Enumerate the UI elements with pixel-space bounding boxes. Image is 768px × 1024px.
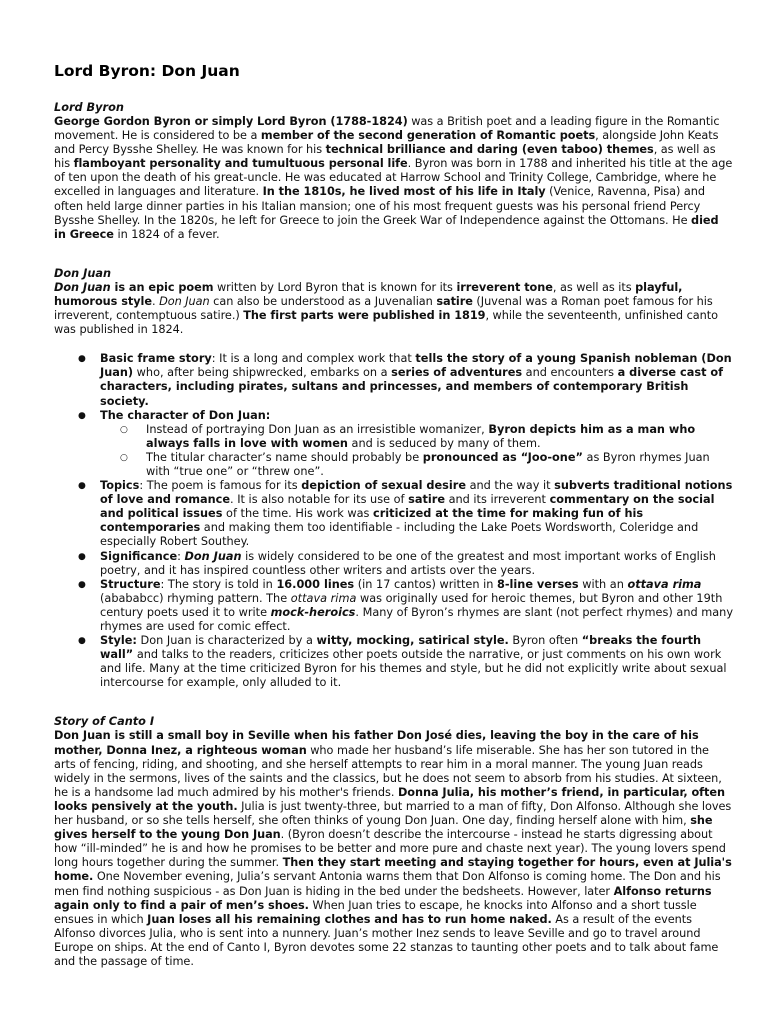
text-run: (Juvenal was a Roman poet famous for his irreverent, contemptuous satire.) <box>54 294 713 323</box>
text-run: and is seduced by many of them. <box>347 436 541 450</box>
text-run: depiction of sexual desire <box>301 479 466 493</box>
text-run: Structure <box>100 577 161 591</box>
text-run: Don Juan <box>159 294 210 308</box>
text-run: George Gordon Byron or simply Lord Byron (1788-1824) <box>54 115 408 128</box>
text-run: written by Lord Byron that is known for its <box>213 280 457 294</box>
text-run: (Venice, Ravenna, Pisa) and often held large dinner parties in his Italian mansion; one of his most frequent guests was his personal friend Percy Bysshe Shelley. In the 1820s, he left for Greece to join the Greek War of Independence against the Ottomans. He <box>54 185 705 227</box>
text-run: pronounced as “Joo-one” <box>422 450 583 464</box>
text-run: As a result of the events Alfonso divorces Julia, who is sent into a nunnery. Juan’s mother Inez sends to leave Seville and go to travel around Europe on ships. At the end of Canto I, Byron devotes some 22 stanzas to taunting other poets and to talk about fame and the passage of time. <box>54 912 719 968</box>
text-run: and talks to the readers, criticizes other poets outside the narrative, or just comments on his own work and life. Many at the time criticized Byron for his themes and style, but he did not explicitly write about sexual intercourse for example, only alluded to it. <box>100 648 727 690</box>
sub-list <box>100 423 734 479</box>
text-run: Donna Julia, his mother’s friend, in particular, often looks pensively at the youth. <box>54 785 725 813</box>
text-run: satire <box>436 294 473 308</box>
text-run: , while the seventeenth, unfinished canto was published in 1824. <box>54 309 718 337</box>
text-run: subverts traditional notions of love and romance <box>100 479 733 507</box>
text-run: irreverent tone <box>456 280 553 294</box>
text-run: died in Greece <box>54 213 719 241</box>
text-run: Alfonso returns again only to find a pair of men’s shoes. <box>54 884 712 912</box>
text-run: Basic frame story <box>100 352 212 366</box>
bullet-icon: ● <box>78 410 86 421</box>
text-run: a diverse cast of characters, including pirates, sultans and princesses, and members of contemporary British society. <box>100 366 724 408</box>
bullet-icon: ● <box>78 354 86 365</box>
text-run: , as well as his <box>54 143 716 171</box>
text-run: and its irreverent <box>444 493 550 507</box>
bullet-icon: ● <box>78 481 86 492</box>
text-run: member of the second generation of Romantic poets <box>260 129 596 143</box>
list-item <box>54 352 734 408</box>
text-run: . Many of Byron’s rhymes are slant (not perfect rhymes) and many rhymes are used for comic effect. <box>100 605 734 633</box>
text-run: Style: <box>100 634 137 648</box>
list-item <box>54 578 734 634</box>
list-item <box>54 479 734 549</box>
text-run: who, after being shipwrecked, embarks on a <box>133 366 392 380</box>
text-run: and making them too identifiable - including the Lake Poets Wordsworth, Coleridge and especially Robert Southey. <box>100 521 699 549</box>
text-run: Instead of portraying Don Juan as an irresistible womanizer, <box>146 422 489 436</box>
text-run: Julia is just twenty-three, but married to a man of fifty, Don Alfonso. Although she loves her husband, or so she tells herself, she often thinks of young Don Juan. One day, finding herself alone with him, <box>54 799 732 828</box>
text-run: Don Juan is still a small boy in Seville when his father Don José dies, leaving the boy in the care of his mother, Donna Inez, a righteous woman <box>54 729 699 757</box>
document-title: Lord Byron: Don Juan <box>54 62 240 80</box>
text-run: , as well as its <box>552 280 636 294</box>
bullet-list <box>54 352 734 690</box>
text-run: Don Juan <box>184 549 242 563</box>
section-heading <box>54 714 734 729</box>
text-run: criticized at the time for making fun of his contemporaries <box>100 507 644 535</box>
text-run: playful, humorous style <box>54 280 683 308</box>
text-run: is widely considered to be one of the greatest and most important works of English poetry, and it has inspired countless other writers and artists over the years. <box>100 549 716 577</box>
text-run: technical brilliance and daring (even taboo) themes <box>325 143 654 157</box>
section-heading: Don Juan <box>54 266 112 280</box>
text-run: : <box>177 549 185 563</box>
text-run: Byron often <box>508 634 582 648</box>
text-run: of the time. His work was <box>222 507 374 521</box>
text-run: was originally used for heroic themes, but Byron and other 19th century poets used it to write <box>100 591 723 619</box>
text-run: 8-line verses <box>497 577 579 591</box>
text-run: was a British poet and a leading figure in the Romantic movement. He is considered to be a <box>54 115 720 143</box>
paragraph <box>54 115 734 242</box>
section-heading: Lord Byron <box>54 101 124 114</box>
text-run: . It is also notable for its use of <box>230 493 409 507</box>
text-run: she gives herself to the young Don Juan <box>54 814 713 842</box>
text-run: Juan loses all his remaining clothes and has to run home naked. <box>147 912 552 926</box>
text-run: (abababcc) rhyming pattern. The <box>100 591 291 605</box>
list-item <box>54 409 734 479</box>
text-run: . Byron was born in 1788 and inherited his title at the age of ten upon the death of his great-uncle. He was educated at Harrow School and Trinity College, Cambridge, where he excelled in languages and literature. <box>54 157 733 199</box>
text-run: satire <box>408 493 445 507</box>
text-run: In the 1810s, he lived most of his life in Italy <box>262 185 546 199</box>
text-run: 16.000 lines <box>276 577 355 591</box>
text-run: The character of Don Juan: <box>100 408 271 422</box>
list-item <box>54 550 734 578</box>
text-run: One November evening, Julia’s servant Antonia warns them that Don Alfonso is coming home. The Don and his men find nothing suspicious - as Don Juan is hiding in the bed under the bedsheets. However, later <box>54 870 721 898</box>
bullet-icon: ● <box>78 636 86 647</box>
text-run: : It is a long and complex work that <box>211 352 416 366</box>
text-run: Byron depicts him as a man who always falls in love with women <box>146 422 696 450</box>
text-run: : The poem is famous for its <box>139 479 302 493</box>
text-run: , alongside John Keats and Percy Bysshe Shelley. He was known for his <box>54 129 719 157</box>
text-run: Don Juan is characterized by a <box>136 634 317 648</box>
paragraph <box>54 729 734 969</box>
text-run: : The story is told in <box>160 577 277 591</box>
section-lord-byron <box>54 100 734 242</box>
sub-list-item <box>100 423 734 451</box>
text-run: . (Byron doesn’t describe the intercourse - instead he starts digressing about how “ill-minded” he is and how he promises to be better and more pure and chaste next year). The young lovers spend long hours together during the summer. <box>54 828 726 870</box>
text-run: who made her husband’s life miserable. She has her son tutored in the arts of fencing, riding, and shooting, and she herself attempts to rear him in a moral manner. The young Juan reads widely in the sermons, lives of the saints and the classics, but he does not seem to absorb from his studies. At sixteen, he is a handsome lad much admired by his mother's friends. <box>54 743 722 799</box>
text-run: as Byron rhymes Juan with “true one” or “threw one”. <box>146 450 710 478</box>
text-run: Then they start meeting and staying together for hours, even at Julia's home. <box>54 856 732 884</box>
text-run: tells the story of a young Spanish nobleman (Don Juan) <box>100 352 732 380</box>
text-run: The first parts were published in 1819 <box>243 309 486 323</box>
text-run: The titular character’s name should probably be <box>146 450 423 464</box>
text-run: and encounters <box>522 366 618 380</box>
section-story-canto-i <box>54 714 734 969</box>
document-page <box>54 62 734 969</box>
text-run: ottava rima <box>290 591 357 605</box>
text-run: ottava rima <box>627 577 702 591</box>
text-run: Significance <box>100 549 178 563</box>
text-run: Don Juan <box>54 280 111 294</box>
text-run: . <box>151 294 160 308</box>
text-run: Topics <box>100 479 140 493</box>
text-run: flamboyant personality and tumultuous personal life <box>73 157 408 171</box>
text-run: (in 17 cantos) written in <box>354 577 497 591</box>
list-item <box>54 634 734 690</box>
bullet-icon: ● <box>78 579 86 590</box>
text-run: with an <box>578 577 628 591</box>
paragraph <box>54 281 734 337</box>
section-don-juan <box>54 266 734 691</box>
text-run: is an epic poem <box>110 280 214 294</box>
text-run: Canto I <box>108 715 155 729</box>
text-run: When Juan tries to escape, he knocks into Alfonso and a short tussle ensues in which <box>54 898 697 926</box>
text-run: commentary on the social and political issues <box>100 493 715 521</box>
text-run: witty, mocking, satirical style. <box>316 634 509 648</box>
hollow-bullet-icon: ○ <box>120 452 128 463</box>
text-run: Story of <box>54 715 109 729</box>
text-run: and the way it <box>465 479 555 493</box>
text-run: in 1824 of a fever. <box>113 227 220 241</box>
text-run: series of adventures <box>391 366 523 380</box>
text-run: mock-heroics <box>270 605 356 619</box>
text-run: “breaks the fourth wall” <box>100 634 702 662</box>
bullet-icon: ● <box>78 551 86 562</box>
text-run: can also be understood as a Juvenalian <box>209 294 437 308</box>
hollow-bullet-icon: ○ <box>120 424 128 435</box>
sub-list-item <box>100 451 734 479</box>
